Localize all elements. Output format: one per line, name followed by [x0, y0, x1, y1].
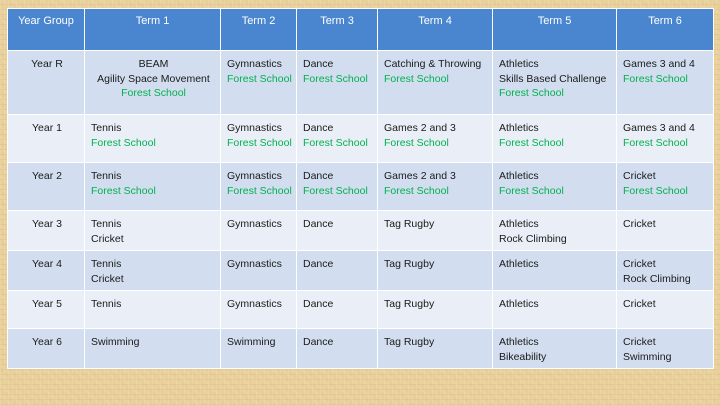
activity-line: Gymnastics	[227, 122, 282, 134]
term-4-cell	[378, 291, 493, 329]
header-term-4: Term 4	[378, 9, 493, 51]
year-group-cell: Year 6	[8, 329, 85, 369]
activity-forest-school: Forest School	[91, 136, 156, 149]
term-1-cell	[85, 211, 221, 251]
activity-forest-school: Forest School	[303, 136, 368, 149]
term-2-cell	[221, 251, 297, 291]
header-term-5: Term 5	[493, 9, 617, 51]
term-6-cell	[617, 51, 714, 115]
term-3-cell	[297, 115, 378, 163]
activity-line: Cricket	[623, 218, 656, 230]
term-1-cell	[85, 329, 221, 369]
activity-line: Tennis	[91, 218, 122, 230]
term-5-cell	[493, 291, 617, 329]
term-3-cell	[297, 51, 378, 115]
activity-forest-school: Forest School	[623, 72, 688, 85]
activity-forest-school: Forest School	[121, 87, 186, 99]
activity-line: Tag Rugby	[384, 298, 435, 310]
activity-line: Cricket	[91, 272, 124, 285]
header-term-1: Term 1	[85, 9, 221, 51]
term-1-cell	[85, 51, 221, 115]
year-group-cell: Year 4	[8, 251, 85, 291]
activity-line: Gymnastics	[227, 170, 282, 182]
activity-forest-school: Forest School	[227, 136, 292, 149]
activity-line: Athletics	[499, 218, 539, 230]
activity-line: Athletics	[499, 122, 539, 134]
activity-line: Dance	[303, 298, 334, 310]
term-6-cell	[617, 115, 714, 163]
activity-forest-school: Forest School	[499, 87, 564, 99]
term-4-cell	[378, 51, 493, 115]
term-5-cell	[493, 251, 617, 291]
term-6-cell	[617, 291, 714, 329]
header-row	[8, 9, 714, 51]
activity-forest-school: Forest School	[384, 184, 449, 197]
term-6-cell	[617, 251, 714, 291]
activity-line: Games 3 and 4	[623, 122, 695, 134]
term-5-cell	[493, 115, 617, 163]
header-term-2: Term 2	[221, 9, 297, 51]
activity-line: Gymnastics	[227, 58, 282, 70]
activity-line: Cricket	[623, 298, 656, 310]
activity-forest-school: Forest School	[303, 184, 368, 197]
header-term-6: Term 6	[617, 9, 714, 51]
table-body	[8, 51, 714, 369]
year-group-cell: Year R	[8, 51, 85, 115]
activity-line: Dance	[303, 170, 334, 182]
activity-line: Dance	[303, 122, 334, 134]
term-2-cell	[221, 211, 297, 251]
term-5-cell	[493, 163, 617, 211]
term-1-cell	[85, 291, 221, 329]
activity-line: Athletics	[499, 170, 539, 182]
table-row	[8, 51, 714, 115]
activity-line: Skills Based Challenge	[499, 72, 607, 85]
header-year-group: Year Group	[8, 9, 85, 51]
activity-line: Cricket	[623, 336, 656, 348]
activity-line: Games 2 and 3	[384, 122, 456, 134]
term-3-cell	[297, 291, 378, 329]
table-row	[8, 291, 714, 329]
term-2-cell	[221, 291, 297, 329]
year-group-cell: Year 5	[8, 291, 85, 329]
term-6-cell	[617, 211, 714, 251]
activity-forest-school: Forest School	[499, 184, 564, 197]
activity-line: Dance	[303, 336, 334, 348]
activity-line: Gymnastics	[227, 218, 282, 230]
term-2-cell	[221, 163, 297, 211]
activity-line: Tag Rugby	[384, 218, 435, 230]
term-5-cell	[493, 329, 617, 369]
activity-line: Dance	[303, 218, 334, 230]
activity-line: Swimming	[623, 350, 672, 363]
term-2-cell	[221, 51, 297, 115]
activity-line: Cricket	[623, 258, 656, 270]
term-4-cell	[378, 251, 493, 291]
activity-line: Tag Rugby	[384, 336, 435, 348]
activity-line: Dance	[303, 258, 334, 270]
activity-line: Dance	[303, 58, 334, 70]
year-group-cell: Year 3	[8, 211, 85, 251]
activity-line: Tennis	[91, 170, 122, 182]
activity-forest-school: Forest School	[499, 136, 564, 149]
activity-line: Rock Climbing	[623, 272, 691, 285]
activity-forest-school: Forest School	[303, 72, 368, 85]
term-1-cell	[85, 163, 221, 211]
term-6-cell	[617, 163, 714, 211]
header-term-3: Term 3	[297, 9, 378, 51]
activity-line: Athletics	[499, 258, 539, 270]
activity-line: Gymnastics	[227, 258, 282, 270]
activity-line: Cricket	[91, 232, 124, 245]
activity-line: Athletics	[499, 298, 539, 310]
activity-line: Tennis	[91, 298, 122, 310]
term-1-cell	[85, 251, 221, 291]
term-4-cell	[378, 211, 493, 251]
year-group-cell: Year 1	[8, 115, 85, 163]
term-1-cell	[85, 115, 221, 163]
activity-line: Bikeability	[499, 350, 547, 363]
activity-line: Catching & Throwing	[384, 58, 482, 70]
activity-line: Tag Rugby	[384, 258, 435, 270]
term-6-cell	[617, 329, 714, 369]
activity-line: Athletics	[499, 58, 539, 70]
term-3-cell	[297, 251, 378, 291]
activity-line: BEAM	[138, 58, 169, 70]
activity-forest-school: Forest School	[227, 72, 292, 85]
table-row	[8, 115, 714, 163]
activity-line: Games 3 and 4	[623, 58, 695, 70]
table-row	[8, 329, 714, 369]
term-3-cell	[297, 163, 378, 211]
table-row	[8, 251, 714, 291]
activity-line: Athletics	[499, 336, 539, 348]
activity-forest-school: Forest School	[384, 72, 449, 85]
activity-line: Rock Climbing	[499, 232, 567, 245]
activity-line: Swimming	[91, 336, 140, 348]
activity-line: Cricket	[623, 170, 656, 182]
activity-forest-school: Forest School	[623, 136, 688, 149]
activity-line: Tennis	[91, 258, 122, 270]
table-row	[8, 163, 714, 211]
year-group-cell: Year 2	[8, 163, 85, 211]
term-5-cell	[493, 211, 617, 251]
term-2-cell	[221, 329, 297, 369]
pe-curriculum-table	[7, 8, 714, 369]
activity-forest-school: Forest School	[384, 136, 449, 149]
activity-line: Swimming	[227, 336, 276, 348]
term-4-cell	[378, 115, 493, 163]
term-4-cell	[378, 329, 493, 369]
activity-line: Tennis	[91, 122, 122, 134]
term-4-cell	[378, 163, 493, 211]
term-3-cell	[297, 211, 378, 251]
activity-line: Gymnastics	[227, 298, 282, 310]
activity-line: Games 2 and 3	[384, 170, 456, 182]
activity-forest-school: Forest School	[227, 184, 292, 197]
table-row	[8, 211, 714, 251]
term-3-cell	[297, 329, 378, 369]
term-5-cell	[493, 51, 617, 115]
activity-line: Agility Space Movement	[97, 72, 210, 85]
term-2-cell	[221, 115, 297, 163]
activity-forest-school: Forest School	[623, 184, 688, 197]
activity-forest-school: Forest School	[91, 184, 156, 197]
